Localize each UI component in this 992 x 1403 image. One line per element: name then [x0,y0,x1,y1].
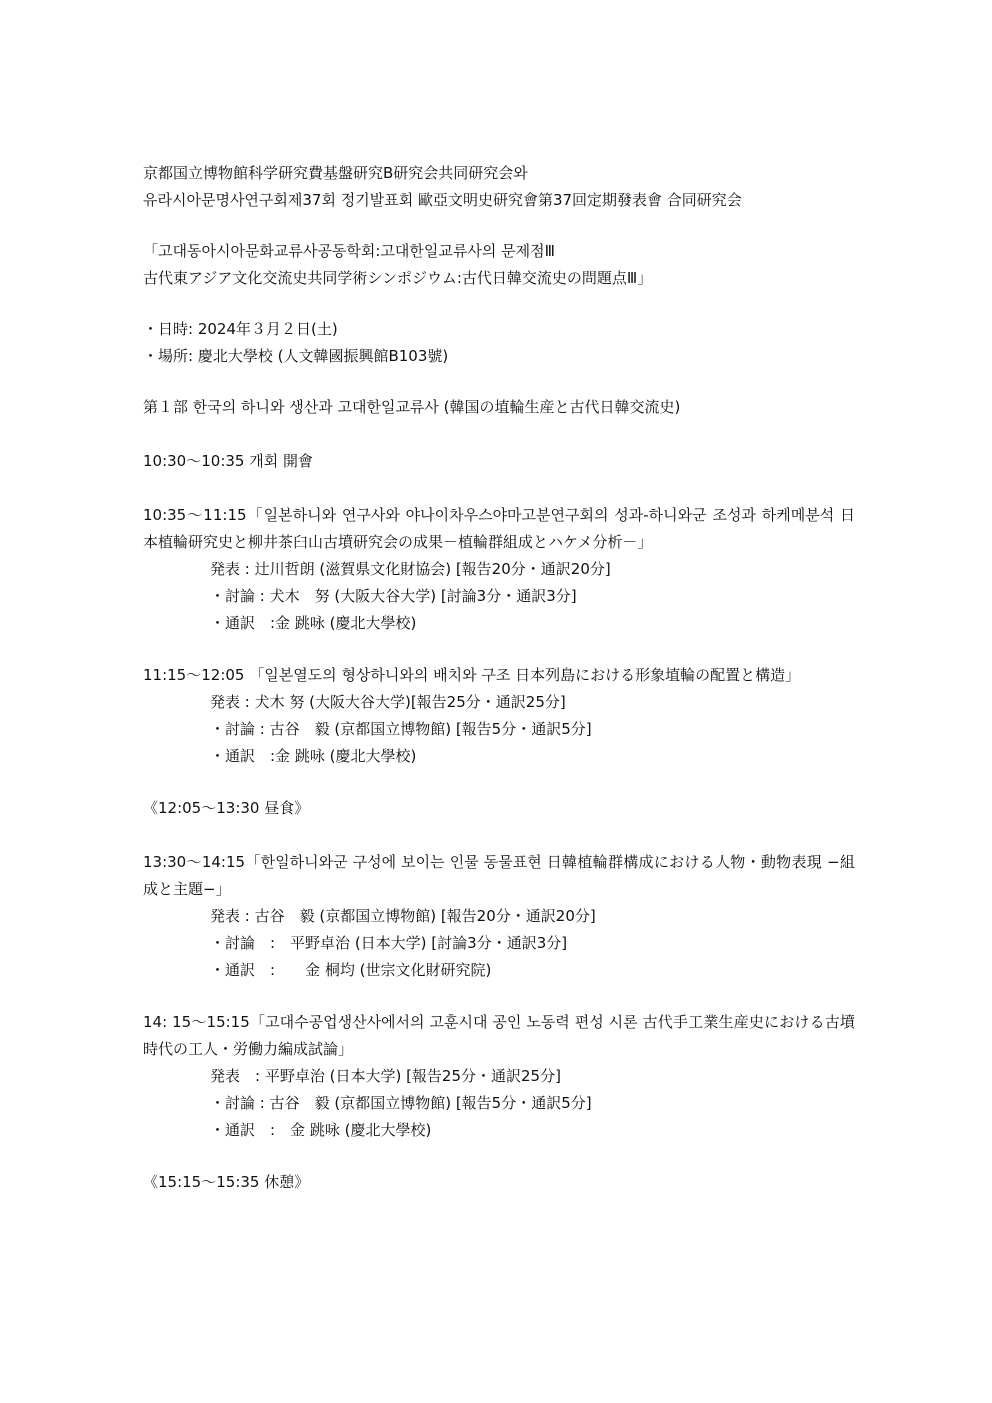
session-interpreter: ・通訳 : 金 桐均 (世宗文化財研究院) [210,961,492,979]
opening-time: 10:30～10:35 개회 開會 [143,452,313,470]
symposium-title-ja: 古代東アジア文化交流史共同学術シンポジウム:古代日韓交流史の問題点Ⅲ」 [143,269,653,287]
session-discussant: ・討論 : 犬木 努 (大阪大谷大学) [討論3分・通訳3分] [210,587,577,605]
session-presenter: 発表 : 古谷 毅 (京都国立博物館) [報告20分・通訳20分] [210,907,596,925]
event-date: ・日時: 2024年３月２日(土) [143,320,338,338]
session-interpreter: ・通訳 :金 跳咏 (慶北大學校) [210,614,417,632]
session-title: 14: 15～15:15「고대수공업생산사에서의 고훈시대 공인 노동력 편성 시론 古代手工業生産史における古墳時代の工人・労働力編成試論」 [143,1013,855,1058]
header-line-2: 유라시아문명사연구회제37회 정기발표회 歐亞文明史研究會第37回定期發表會 合同研究会 [143,191,742,209]
session-discussant: ・討論 : 平野卓治 (日本大学) [討論3分・通訳3分] [210,934,568,952]
coffee-break: 《15:15～15:35 休憩》 [143,1173,310,1191]
session-discussant: ・討論 : 古谷 毅 (京都国立博物館) [報告5分・通訳5分] [210,1094,592,1112]
session-title: 11:15～12:05 「일본열도의 형상하니와의 배치와 구조 日本列島における形象埴輪の配置と構造」 [143,666,801,684]
lunch-break: 《12:05～13:30 昼食》 [143,799,310,817]
session-2 [143,662,855,770]
session-1 [143,502,855,637]
header-line-1: 京都国立博物館科学研究費基盤研究B研究会共同研究会와 [143,164,528,182]
session-3 [143,849,855,984]
document-page [143,160,855,1196]
session-title: 13:30～14:15「한일하니와군 구성에 보이는 인물 동물표현 日韓植輪群構成における人物・動物表現 −組成と主題−」 [143,853,855,898]
session-presenter: 発表 : 辻川哲朗 (滋賀県文化財協会) [報告20分・通訳20分] [210,560,611,578]
session-interpreter: ・通訳 : 金 跳咏 (慶北大學校) [210,1121,432,1139]
session-presenter: 発表 : 犬木 努 (大阪大谷大学)[報告25分・通訳25分] [210,693,566,711]
session-4 [143,1009,855,1144]
event-place: ・場所: 慶北大學校 (人文韓國振興館B103號) [143,347,449,365]
session-title: 10:35～11:15「일본하니와 연구사와 야나이차우스야마고분연구회의 성과-하니와군 조성과 하케메분석 日本植輪研究史と柳井茶臼山古墳研究会の成果－植輪群組成とハケメ分析－」 [143,506,855,551]
part-1-heading: 第１部 한국의 하니와 생산과 고대한일교류사 (韓国の埴輪生産と古代日韓交流史) [143,398,681,416]
session-discussant: ・討論 : 古谷 毅 (京都国立博物館) [報告5分・通訳5分] [210,720,592,738]
session-interpreter: ・通訳 :金 跳咏 (慶北大學校) [210,747,417,765]
session-presenter: 発表 : 平野卓治 (日本大学) [報告25分・通訳25分] [210,1067,561,1085]
symposium-title-ko: 「고대동아시아문화교류사공동학회:고대한일교류사의 문제점Ⅲ [143,242,555,260]
